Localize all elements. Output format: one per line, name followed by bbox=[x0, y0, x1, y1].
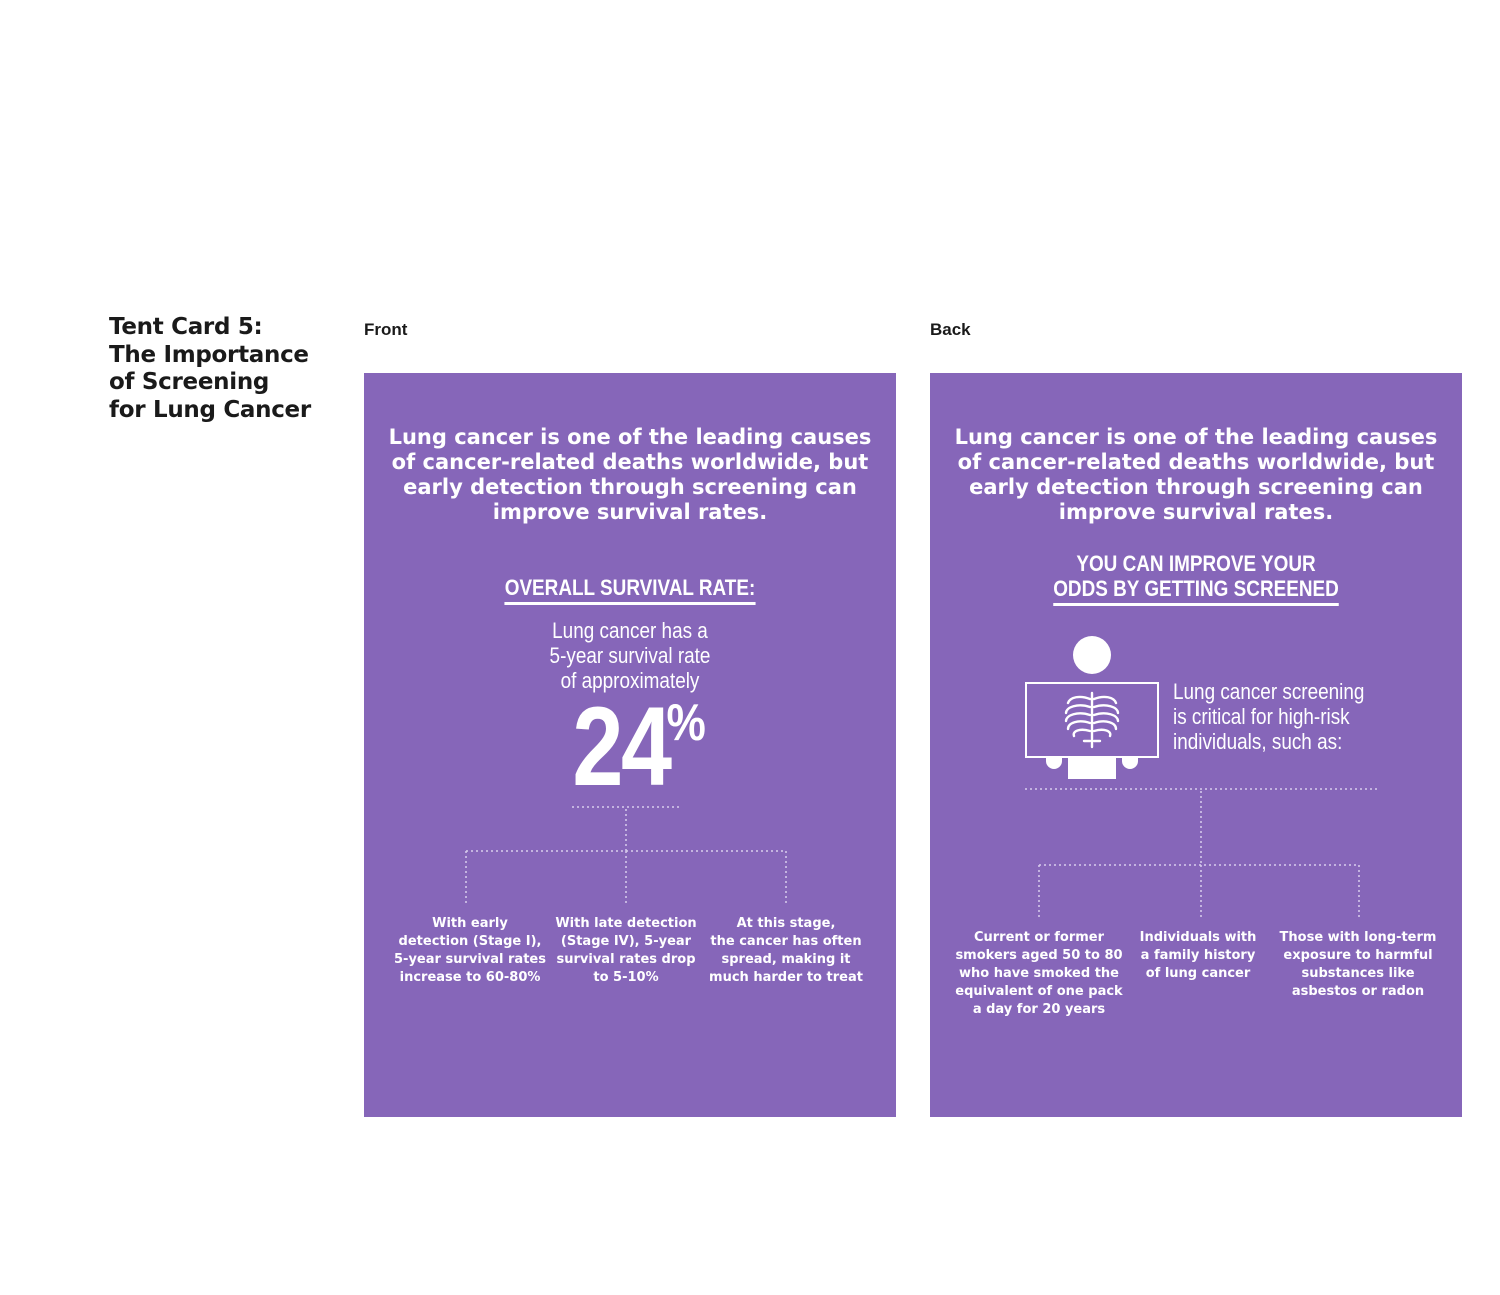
front-card bbox=[364, 373, 896, 1117]
back-label: Back bbox=[930, 320, 971, 339]
group-line: exposure to harmful bbox=[1283, 948, 1433, 963]
front-intro bbox=[384, 425, 876, 525]
stat-line: 5-year survival rates bbox=[394, 952, 546, 967]
intro-line: early detection through screening can bbox=[403, 475, 857, 499]
group-line: a family history bbox=[1140, 948, 1256, 963]
page-title-line: Tent Card 5: bbox=[109, 314, 263, 340]
stat-line: spread, making it bbox=[721, 952, 851, 967]
page-title-line: The Importance bbox=[109, 341, 309, 368]
stat-prefix: to bbox=[593, 970, 614, 985]
group-line: smokers aged 50 to 80 bbox=[955, 948, 1123, 963]
stat-line: With early bbox=[432, 916, 508, 931]
survival-text bbox=[401, 618, 859, 693]
risk-line: is critical for high-risk bbox=[1173, 704, 1350, 729]
stat-line: detection (Stage I), bbox=[398, 934, 542, 949]
survival-line: of approximately bbox=[560, 668, 700, 693]
back-card bbox=[930, 373, 1462, 1117]
exposure-group bbox=[1273, 929, 1443, 1001]
stat-line: With late detection bbox=[555, 916, 697, 931]
spread-stat bbox=[701, 915, 871, 987]
risk-line: Lung cancer screening bbox=[1173, 679, 1365, 704]
group-line: equivalent of one pack bbox=[955, 984, 1123, 999]
late-detection-stat bbox=[541, 915, 711, 987]
page-title bbox=[109, 314, 329, 424]
group-line: substances like bbox=[1301, 966, 1415, 981]
survival-heading bbox=[401, 575, 859, 605]
risk-line: individuals, such as: bbox=[1173, 729, 1343, 754]
stat-line: (Stage IV), 5-year bbox=[560, 934, 692, 949]
stat-line: much harder to treat bbox=[709, 970, 863, 985]
screening-heading-line: YOU CAN IMPROVE YOUR bbox=[1076, 551, 1316, 576]
survival-line: 5-year survival rate bbox=[549, 643, 711, 668]
survival-line: Lung cancer has a bbox=[552, 618, 708, 643]
stat-line: At this stage, bbox=[736, 916, 836, 931]
intro-line: of cancer-related deaths worldwide, but bbox=[391, 450, 869, 474]
page-title-line: of Screening bbox=[109, 369, 270, 395]
group-line: Current or former bbox=[973, 930, 1105, 945]
stat-highlight: 5-10% bbox=[613, 970, 659, 985]
stat-line bbox=[385, 969, 555, 987]
intro-line: Lung cancer is one of the leading causes bbox=[388, 425, 872, 449]
early-detection-stat bbox=[385, 915, 555, 987]
page-title-line: for Lung Cancer bbox=[109, 396, 311, 423]
intro-line: of cancer-related deaths worldwide, but bbox=[957, 450, 1435, 474]
intro-line: improve survival rates. bbox=[1058, 500, 1334, 524]
group-line: Individuals with bbox=[1139, 930, 1257, 945]
risk-text bbox=[1173, 679, 1364, 754]
intro-line: Lung cancer is one of the leading causes bbox=[954, 425, 1438, 449]
smokers-group bbox=[954, 929, 1124, 1019]
stat-line: the cancer has often bbox=[710, 934, 862, 949]
xray-person-icon bbox=[1024, 635, 1160, 781]
stat-line bbox=[541, 969, 711, 987]
survival-rate-value: 24 bbox=[571, 684, 670, 809]
intro-line: early detection through screening can bbox=[969, 475, 1423, 499]
group-line: who have smoked the bbox=[958, 966, 1119, 981]
group-line: of lung cancer bbox=[1145, 966, 1251, 981]
group-line: Those with long-term bbox=[1279, 930, 1437, 945]
back-intro bbox=[950, 425, 1442, 525]
group-line: asbestos or radon bbox=[1291, 984, 1425, 999]
stat-prefix: increase to bbox=[399, 970, 486, 985]
intro-line: improve survival rates. bbox=[492, 500, 768, 524]
screening-heading bbox=[967, 551, 1425, 606]
stat-highlight: 60-80% bbox=[485, 970, 541, 985]
survival-rate-figure bbox=[364, 684, 896, 809]
survival-heading-text: OVERALL SURVIVAL RATE: bbox=[505, 575, 756, 605]
group-line: a day for 20 years bbox=[972, 1002, 1106, 1017]
survival-rate-unit: % bbox=[666, 694, 706, 752]
screening-heading-line: ODDS BY GETTING SCREENED bbox=[1053, 576, 1339, 606]
stat-line: survival rates drop bbox=[556, 952, 696, 967]
family-history-group bbox=[1113, 929, 1283, 983]
front-label: Front bbox=[364, 320, 408, 339]
